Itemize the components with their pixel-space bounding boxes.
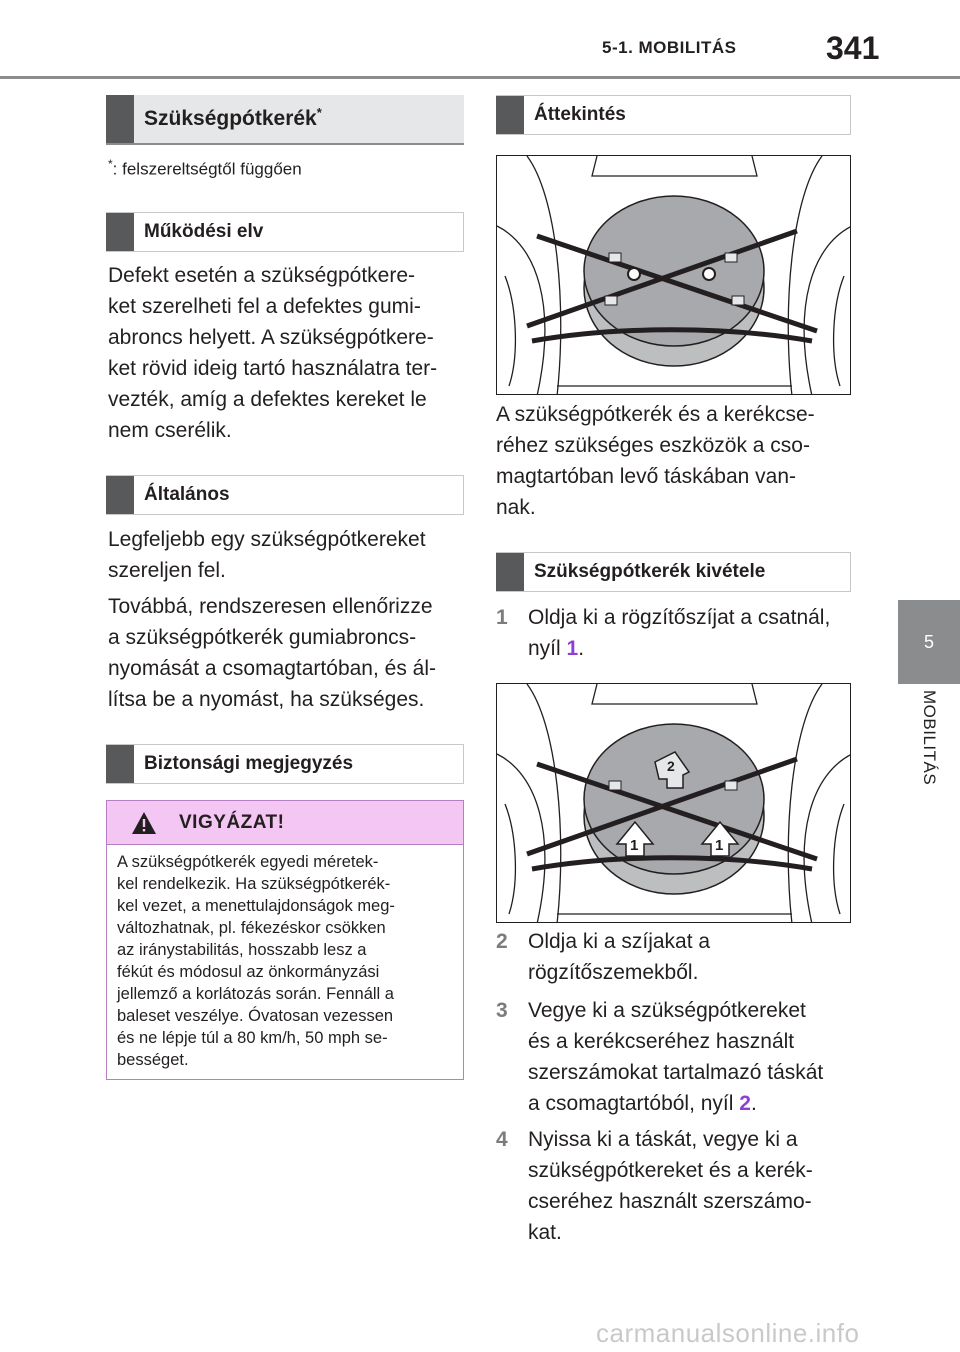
heading-bar (106, 95, 134, 143)
step-2 (496, 926, 856, 990)
arrow-reference: 2 (739, 1092, 751, 1115)
warning-text: A szükségpótkerék egyedi méretek- kel rendelkezik. Ha szükségpótkerék- kel vezet, a menettulajdonságok meg- változhatnak, pl. fékezéskor csökken az iránystabilitás, hosszabb lesz a fékút és módosul az önkormányzási jellemző a korlátozás során. Fennáll a baleset veszélye. Óvatosan vezessen és ne lépje túl a 80 km/h, 50 mph se- bességet. (117, 853, 395, 1069)
arrow-reference: 1 (566, 637, 579, 660)
heading-overview (496, 95, 851, 135)
section-title: 5-1. MOBILITÁS (602, 38, 737, 57)
chapter-tab-label: MOBILITÁS (920, 690, 939, 786)
trunk-spare-wheel-illustration (497, 156, 851, 395)
heading-safety-text: Biztonsági megjegyzés (144, 753, 354, 774)
step-text: Vegye ki a szükségpótkereket és a kerékcseréhez használt szerszámokat tartalmazó táskát a csomagtartóból, nyíl 2. (528, 999, 824, 1115)
figure-trunk-overview (496, 155, 851, 395)
warning-box (106, 800, 464, 1080)
step-number: 2 (496, 930, 508, 953)
heading-principle (106, 212, 464, 252)
header-rule (0, 76, 960, 79)
footnote-asterisk: * (108, 157, 113, 171)
heading-principle-text: Működési elv (144, 221, 264, 242)
main-heading (106, 95, 464, 145)
heading-removal (496, 552, 851, 592)
heading-general (106, 475, 464, 515)
step-text: Oldja ki a szíjakat a rögzítőszemekből. (528, 930, 711, 984)
main-heading-text: Szükségpótkerék (144, 107, 317, 130)
step-text: Oldja ki a rögzítőszíjat a csatnál, nyíl 1. (528, 606, 831, 660)
chapter-tab-number[interactable]: 5 (898, 600, 960, 684)
figure-strap-release (496, 683, 851, 923)
general-paragraph-2: Továbbá, rendszeresen ellenőrizze a szükségpótkerék gumiabroncs- nyomását a csomagtartóban, és ál- lítsa be a nyomást, ha szükséges. (108, 595, 437, 711)
arrow-1-right-label: 1 (715, 837, 724, 854)
heading-overview-text: Áttekintés (534, 104, 626, 125)
step-number: 3 (496, 999, 508, 1022)
chapter-tab-label-box (898, 690, 960, 830)
main-heading-asterisk: * (316, 105, 322, 120)
step-number: 1 (496, 606, 508, 629)
overview-text: A szükségpótkerék és a kerékcse- réhez szükséges eszközök a cso- magtartóban levő táskában van- nak. (496, 403, 815, 519)
warning-title: VIGYÁZAT! (179, 811, 285, 833)
trunk-strap-release-illustration (497, 684, 851, 923)
warning-header (107, 801, 463, 845)
step-3 (496, 995, 856, 1123)
footnote-text: : felszereltségtől függően (112, 159, 302, 179)
general-paragraph-1: Legfeljebb egy szükségpótkereket szereljen fel. (108, 528, 426, 582)
watermark: carmanualsonline.info (596, 1318, 860, 1348)
step-4 (496, 1124, 856, 1252)
step-text: Nyissa ki a táskát, vegye ki a szükségpótkereket és a kerék- cseréhez használt szerszámo- kat. (528, 1128, 813, 1244)
warning-triangle-icon (131, 811, 157, 835)
footnote (108, 153, 464, 181)
arrow-2-label: 2 (667, 758, 675, 774)
step-number: 4 (496, 1128, 508, 1151)
heading-safety (106, 744, 464, 784)
heading-general-text: Általános (144, 484, 230, 505)
page-number: 341 (826, 30, 880, 66)
arrow-1-left-label: 1 (630, 837, 639, 854)
principle-text: Defekt esetén a szükségpótkere- ket szerelheti fel a defektes gumi- abroncs helyett. A szükségpótkere- ket rövid ideig tartó használatra ter- vezték, amíg a defektes kereket le nem cserélik. (108, 264, 438, 442)
heading-removal-text: Szükségpótkerék kivétele (534, 561, 766, 582)
